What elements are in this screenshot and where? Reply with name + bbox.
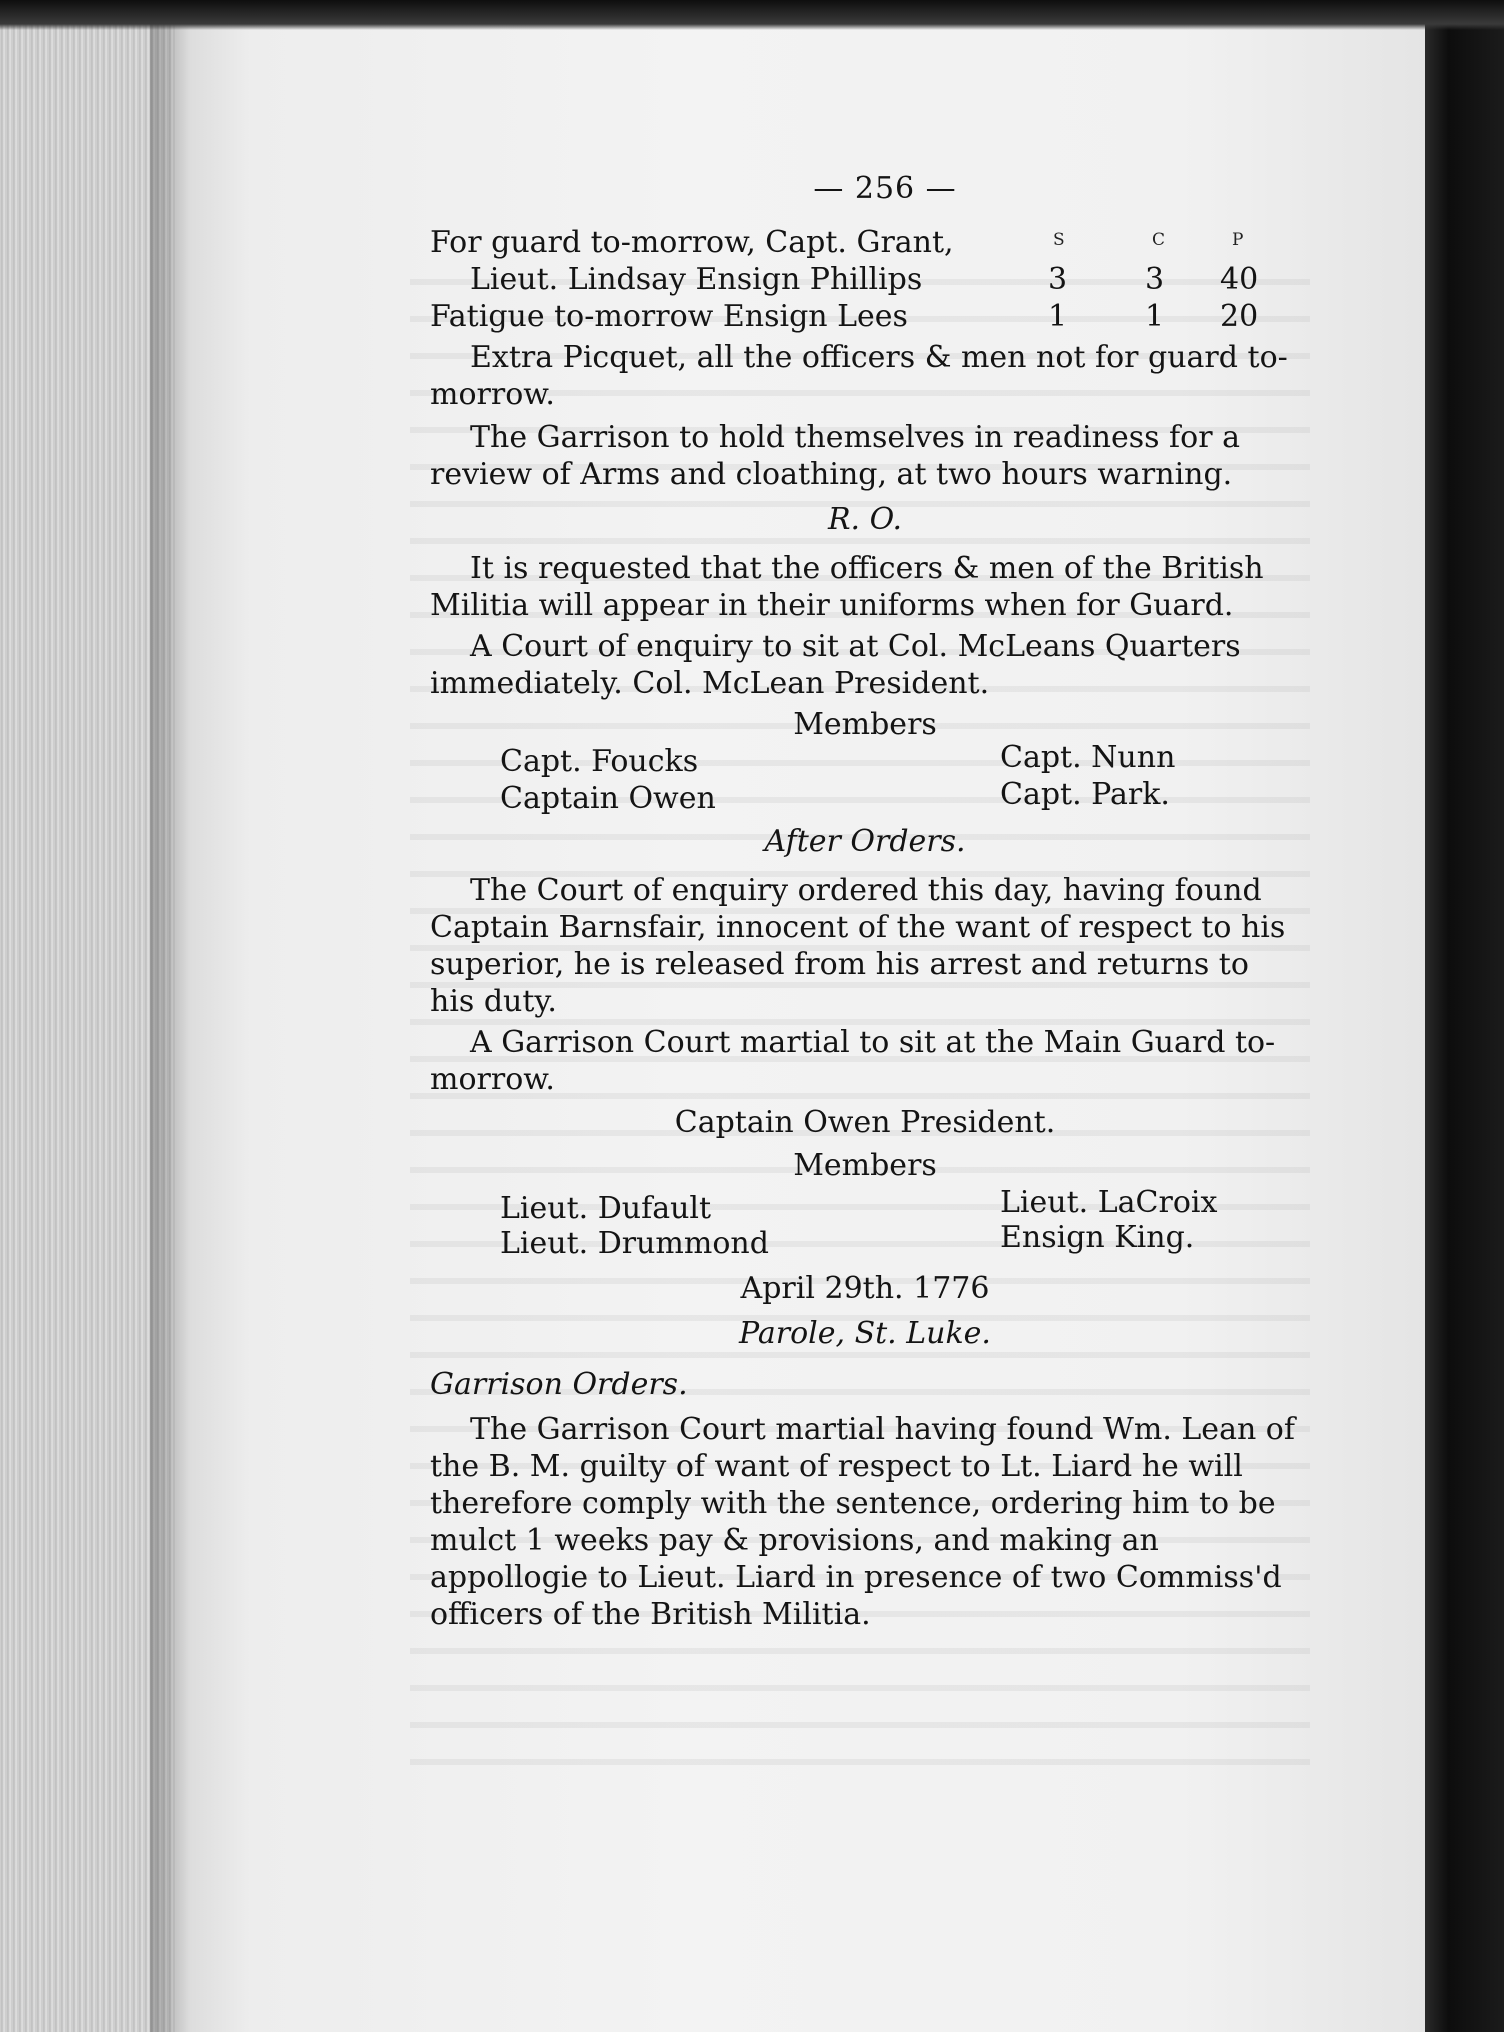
parole-line: Parole, St. Luke. — [739, 1316, 991, 1351]
top-shadow — [0, 0, 1504, 30]
right-page-edge — [1425, 0, 1504, 2032]
members-heading: Members — [793, 1148, 937, 1183]
roster-label: For guard to-morrow, Capt. Grant, — [430, 225, 954, 260]
president-line: Captain Owen President. — [674, 1105, 1056, 1140]
column-header-p: P — [1232, 230, 1245, 250]
roster-sergeants: 3 — [1048, 262, 1068, 297]
page-text — [430, 170, 1300, 1633]
roster-sergeants: 1 — [1048, 299, 1068, 334]
roster-corporals: 1 — [1145, 299, 1165, 334]
paragraph-barnsfair-released: The Court of enquiry ordered this day, having found Captain Barnsfair, innocent of the want of respect to his superior, he is released from his arrest and returns to his duty. — [430, 873, 1286, 1019]
roster-row — [430, 224, 1300, 261]
date-line: April 29th. 1776 — [740, 1271, 990, 1306]
heading-after-orders: After Orders. — [764, 824, 966, 859]
member-name: Captain Owen — [500, 781, 716, 816]
roster-label: Lieut. Lindsay Ensign Phillips — [470, 262, 923, 297]
page-number: — 256 — — [813, 171, 957, 206]
paragraph-uniforms: It is requested that the officers & men of the British Militia will appear in their uniforms when for Guard. — [430, 551, 1264, 623]
roster-row — [430, 298, 1300, 335]
roster-label: Fatigue to-morrow Ensign Lees — [430, 299, 908, 334]
paragraph-court-martial: A Garrison Court martial to sit at the Main Guard to-morrow. — [430, 1025, 1276, 1097]
paragraph-lean-sentence: The Garrison Court martial having found Wm. Lean of the B. M. guilty of want of respect to Lt. Liard he will therefore comply with the sentence, ordering him to be mulct 1 weeks pay & provisions, and making an appollogie to Lieut. Liard in presence of two Commiss'd officers of the British Militia. — [430, 1412, 1295, 1632]
roster-privates: 40 — [1220, 262, 1259, 297]
heading-garrison-orders: Garrison Orders. — [430, 1367, 688, 1402]
members-list — [430, 1184, 1300, 1261]
members-heading: Members — [793, 707, 937, 742]
member-name: Capt. Nunn — [1000, 740, 1176, 775]
members-list — [430, 740, 1300, 817]
gutter-shadow — [150, 0, 190, 2032]
member-name: Lieut. LaCroix — [1000, 1185, 1218, 1220]
paragraph-extra-picquet: Extra Picquet, all the officers & men not for guard to-morrow. — [430, 340, 1288, 412]
member-name: Ensign King. — [1000, 1220, 1195, 1255]
roster-corporals: 3 — [1145, 262, 1165, 297]
member-name: Lieut. Drummond — [500, 1226, 769, 1261]
member-name: Capt. Foucks — [500, 744, 699, 779]
member-name: Capt. Park. — [1000, 777, 1170, 812]
column-header-s: S — [1053, 230, 1066, 250]
heading-ro: R. O. — [827, 502, 903, 537]
roster-privates: 20 — [1220, 299, 1259, 334]
paragraph-court-of-enquiry: A Court of enquiry to sit at Col. McLeans Quarters immediately. Col. McLean President. — [430, 629, 1241, 701]
column-header-c: C — [1152, 230, 1167, 250]
paragraph-garrison-readiness: The Garrison to hold themselves in readiness for a review of Arms and cloathing, at two hours warning. — [430, 420, 1240, 492]
roster-row — [430, 261, 1300, 298]
member-name: Lieut. Dufault — [500, 1191, 712, 1226]
